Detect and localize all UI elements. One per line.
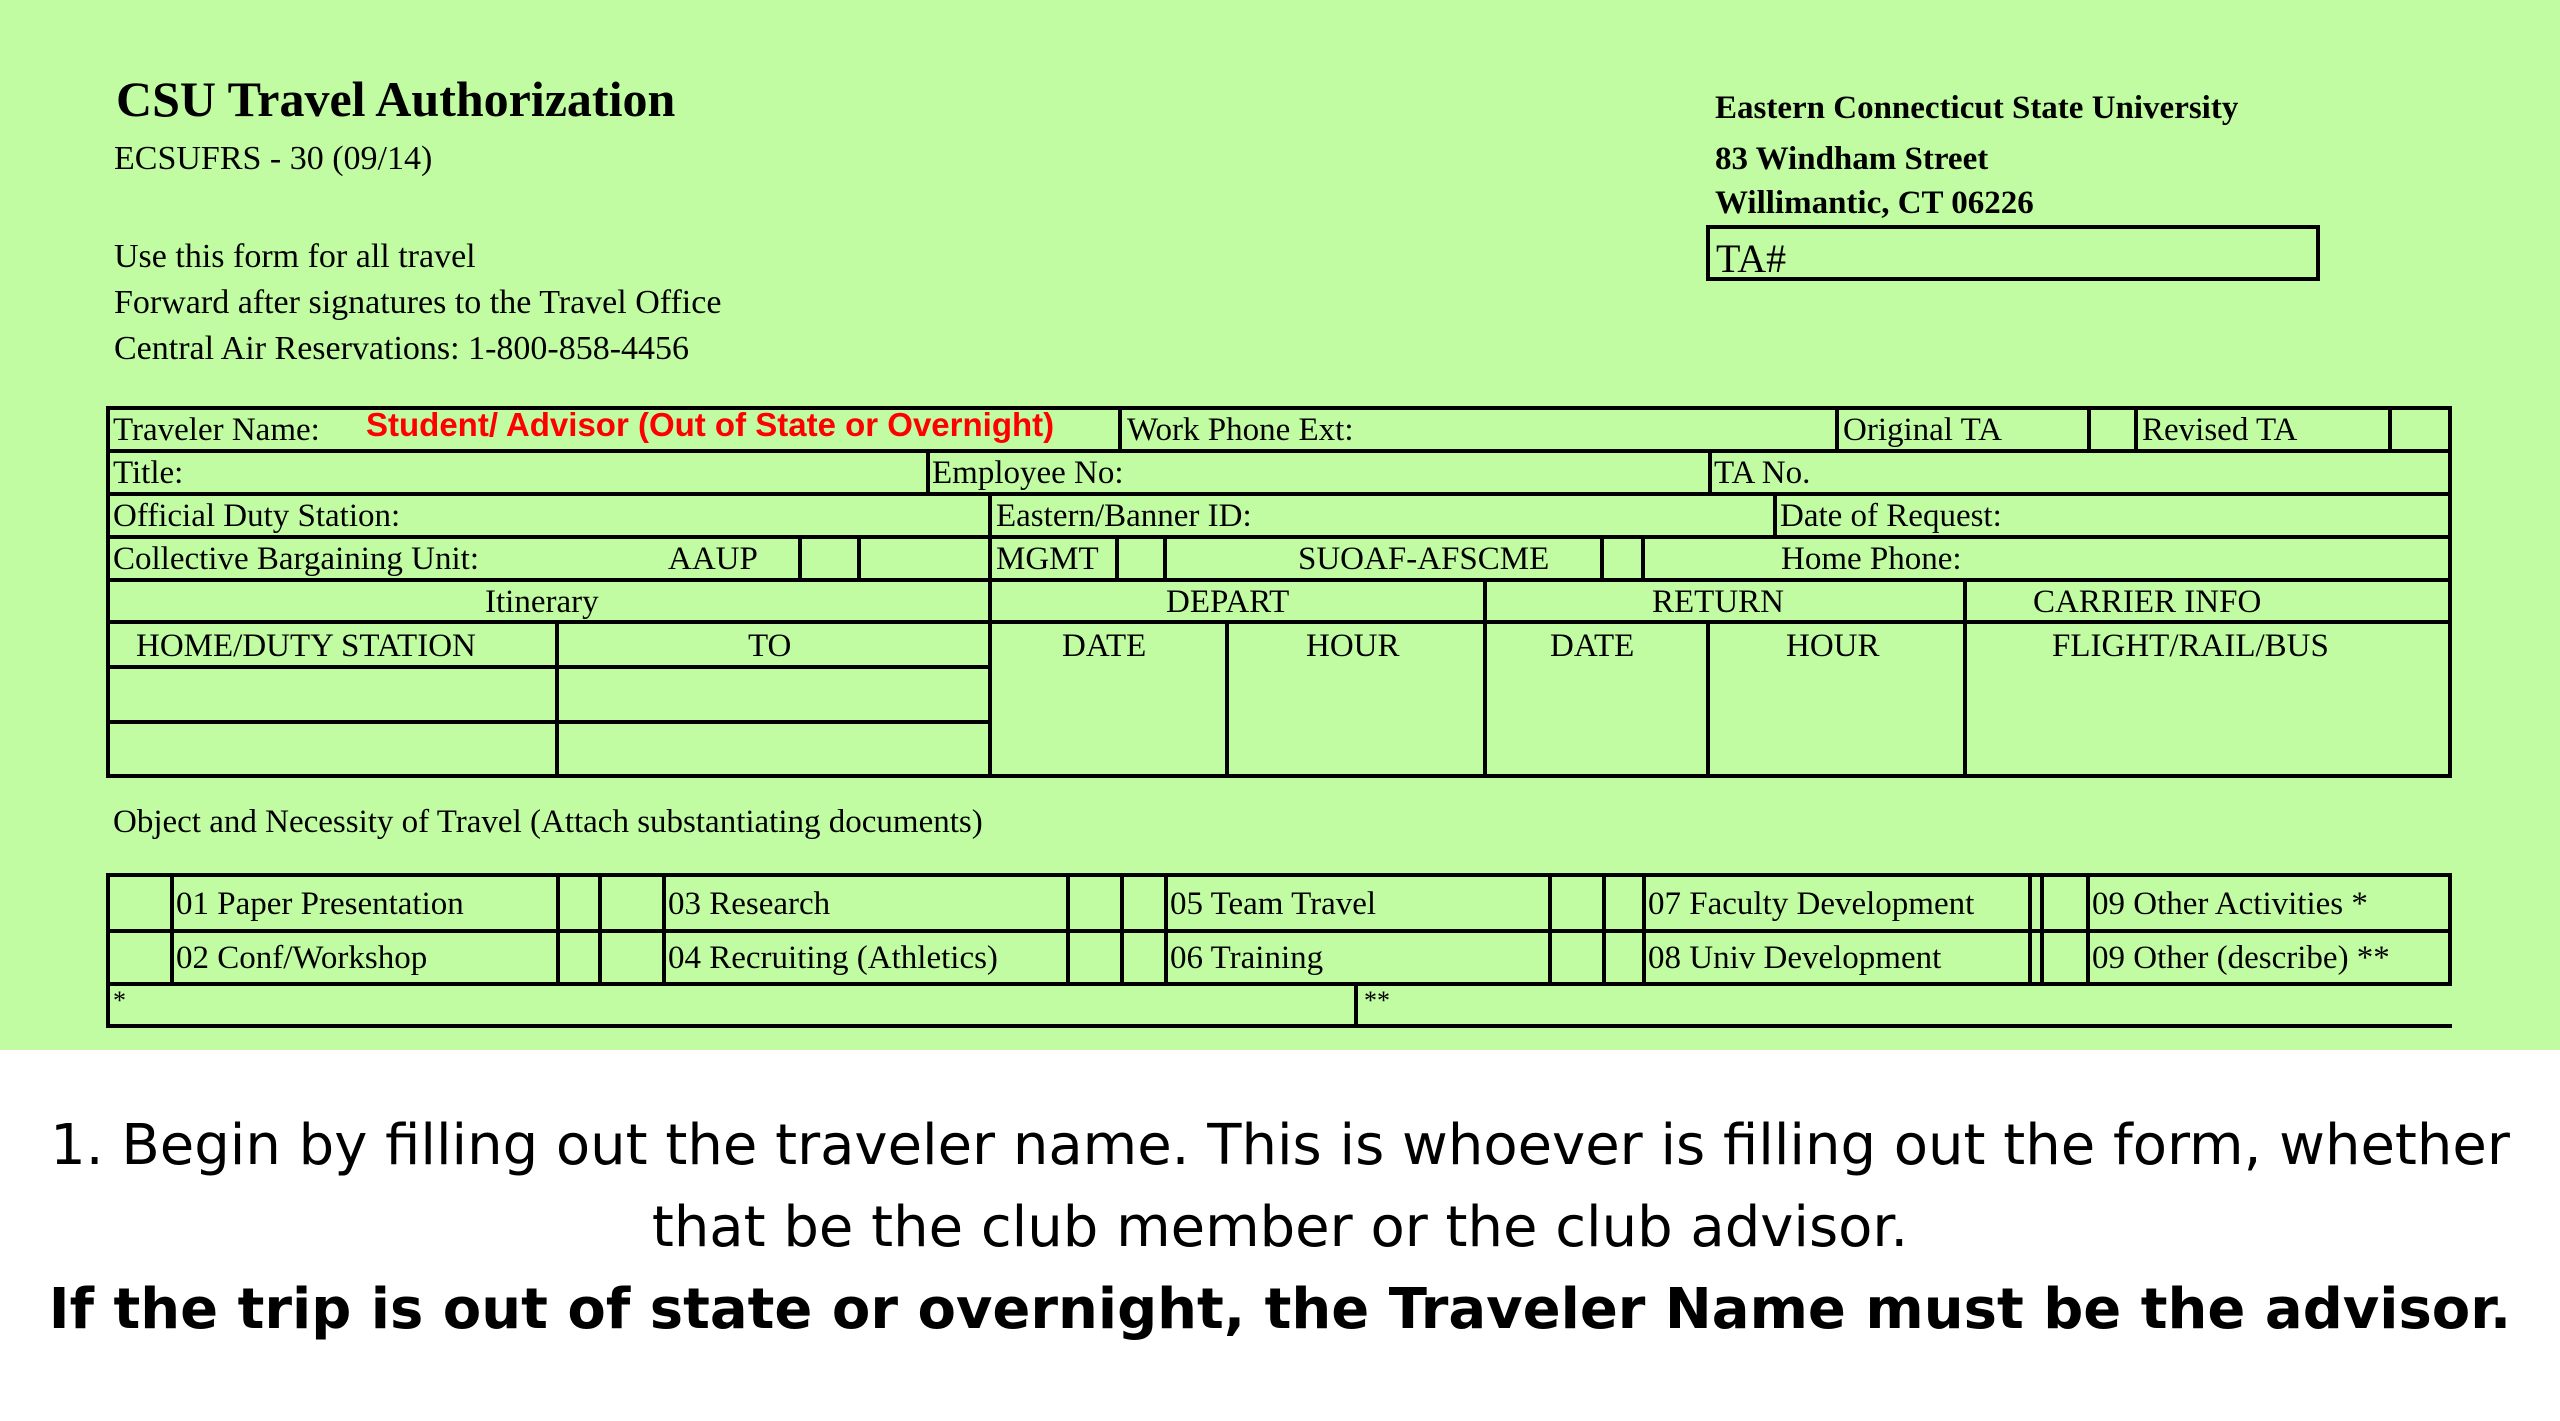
checkbox-option-09a[interactable]: 09 Other Activities * — [2092, 886, 2368, 922]
return-date-header: DATE — [1550, 628, 1635, 664]
checkbox-option-04[interactable]: 04 Recruiting (Athletics) — [668, 940, 998, 976]
revised-ta-label: Revised TA — [2142, 412, 2298, 448]
ta-number-field[interactable] — [1706, 225, 2320, 281]
checkbox-option-01[interactable]: 01 Paper Presentation — [176, 886, 464, 922]
home-duty-station-header: HOME/DUTY STATION — [136, 628, 476, 664]
form-code: ECSUFRS - 30 (09/14) — [114, 140, 433, 177]
form-note: Use this form for all travel — [114, 238, 476, 275]
form-note: Central Air Reservations: 1-800-858-4456 — [114, 330, 690, 367]
return-label: RETURN — [1652, 584, 1784, 620]
checkbox-option-05[interactable]: 05 Team Travel — [1170, 886, 1377, 922]
depart-label: DEPART — [1166, 584, 1290, 620]
return-hour-header: HOUR — [1786, 628, 1880, 664]
traveler-name-input[interactable]: Student/ Advisor (Out of State or Overnight) — [366, 406, 1055, 443]
banner-id-label: Eastern/Banner ID: — [996, 498, 1252, 534]
original-ta-label: Original TA — [1843, 412, 2002, 448]
to-header: TO — [748, 628, 792, 664]
itinerary-label: Itinerary — [485, 584, 599, 620]
depart-date-header: DATE — [1062, 628, 1147, 664]
university-street: 83 Windham Street — [1715, 141, 1989, 177]
checkbox-option-06[interactable]: 06 Training — [1170, 940, 1324, 976]
bargaining-unit-label: Collective Bargaining Unit: — [113, 541, 479, 577]
title-label: Title: — [113, 455, 184, 491]
checkbox-option-03[interactable]: 03 Research — [668, 886, 831, 922]
aaup-label: AAUP — [668, 541, 758, 577]
form-title: CSU Travel Authorization — [116, 71, 676, 127]
purpose-heading: Object and Necessity of Travel (Attach substantiating documents) — [113, 804, 983, 840]
checkbox-option-08[interactable]: 08 Univ Development — [1648, 940, 1942, 976]
checkbox-option-02[interactable]: 02 Conf/Workshop — [176, 940, 428, 976]
traveler-name-label: Traveler Name: — [113, 412, 320, 448]
footnote-single: * — [113, 986, 126, 1015]
work-phone-label: Work Phone Ext: — [1127, 412, 1354, 448]
footnote-double: ** — [1364, 986, 1390, 1015]
date-of-request-label: Date of Request: — [1780, 498, 2002, 534]
instruction-caption — [0, 1105, 2560, 1351]
checkbox-option-09b[interactable]: 09 Other (describe) ** — [2092, 940, 2390, 976]
suoaf-afscme-label: SUOAF-AFSCME — [1298, 541, 1550, 577]
ta-label: TA# — [1716, 236, 1787, 281]
employee-no-label: Employee No: — [932, 455, 1124, 491]
caption-line-3-bold: If the trip is out of state or overnight, the Traveler Name must be the advisor. — [48, 1277, 2512, 1342]
home-phone-label: Home Phone: — [1781, 541, 1962, 577]
checkbox-option-07[interactable]: 07 Faculty Development — [1648, 886, 1975, 922]
form-note: Forward after signatures to the Travel Office — [114, 284, 722, 321]
university-city: Willimantic, CT 06226 — [1715, 185, 2034, 221]
carrier-info-label: CARRIER INFO — [2033, 584, 2262, 620]
caption-line-1: 1. Begin by filling out the traveler name. This is whoever is filling out the form, whether — [50, 1113, 2510, 1178]
ta-no-label: TA No. — [1714, 455, 1811, 491]
depart-hour-header: HOUR — [1306, 628, 1400, 664]
university-name: Eastern Connecticut State University — [1715, 90, 2239, 126]
caption-line-2: that be the club member or the club advisor. — [651, 1195, 1909, 1260]
flight-rail-bus-header: FLIGHT/RAIL/BUS — [2052, 628, 2329, 664]
mgmt-label: MGMT — [996, 541, 1099, 577]
duty-station-label: Official Duty Station: — [113, 498, 401, 534]
